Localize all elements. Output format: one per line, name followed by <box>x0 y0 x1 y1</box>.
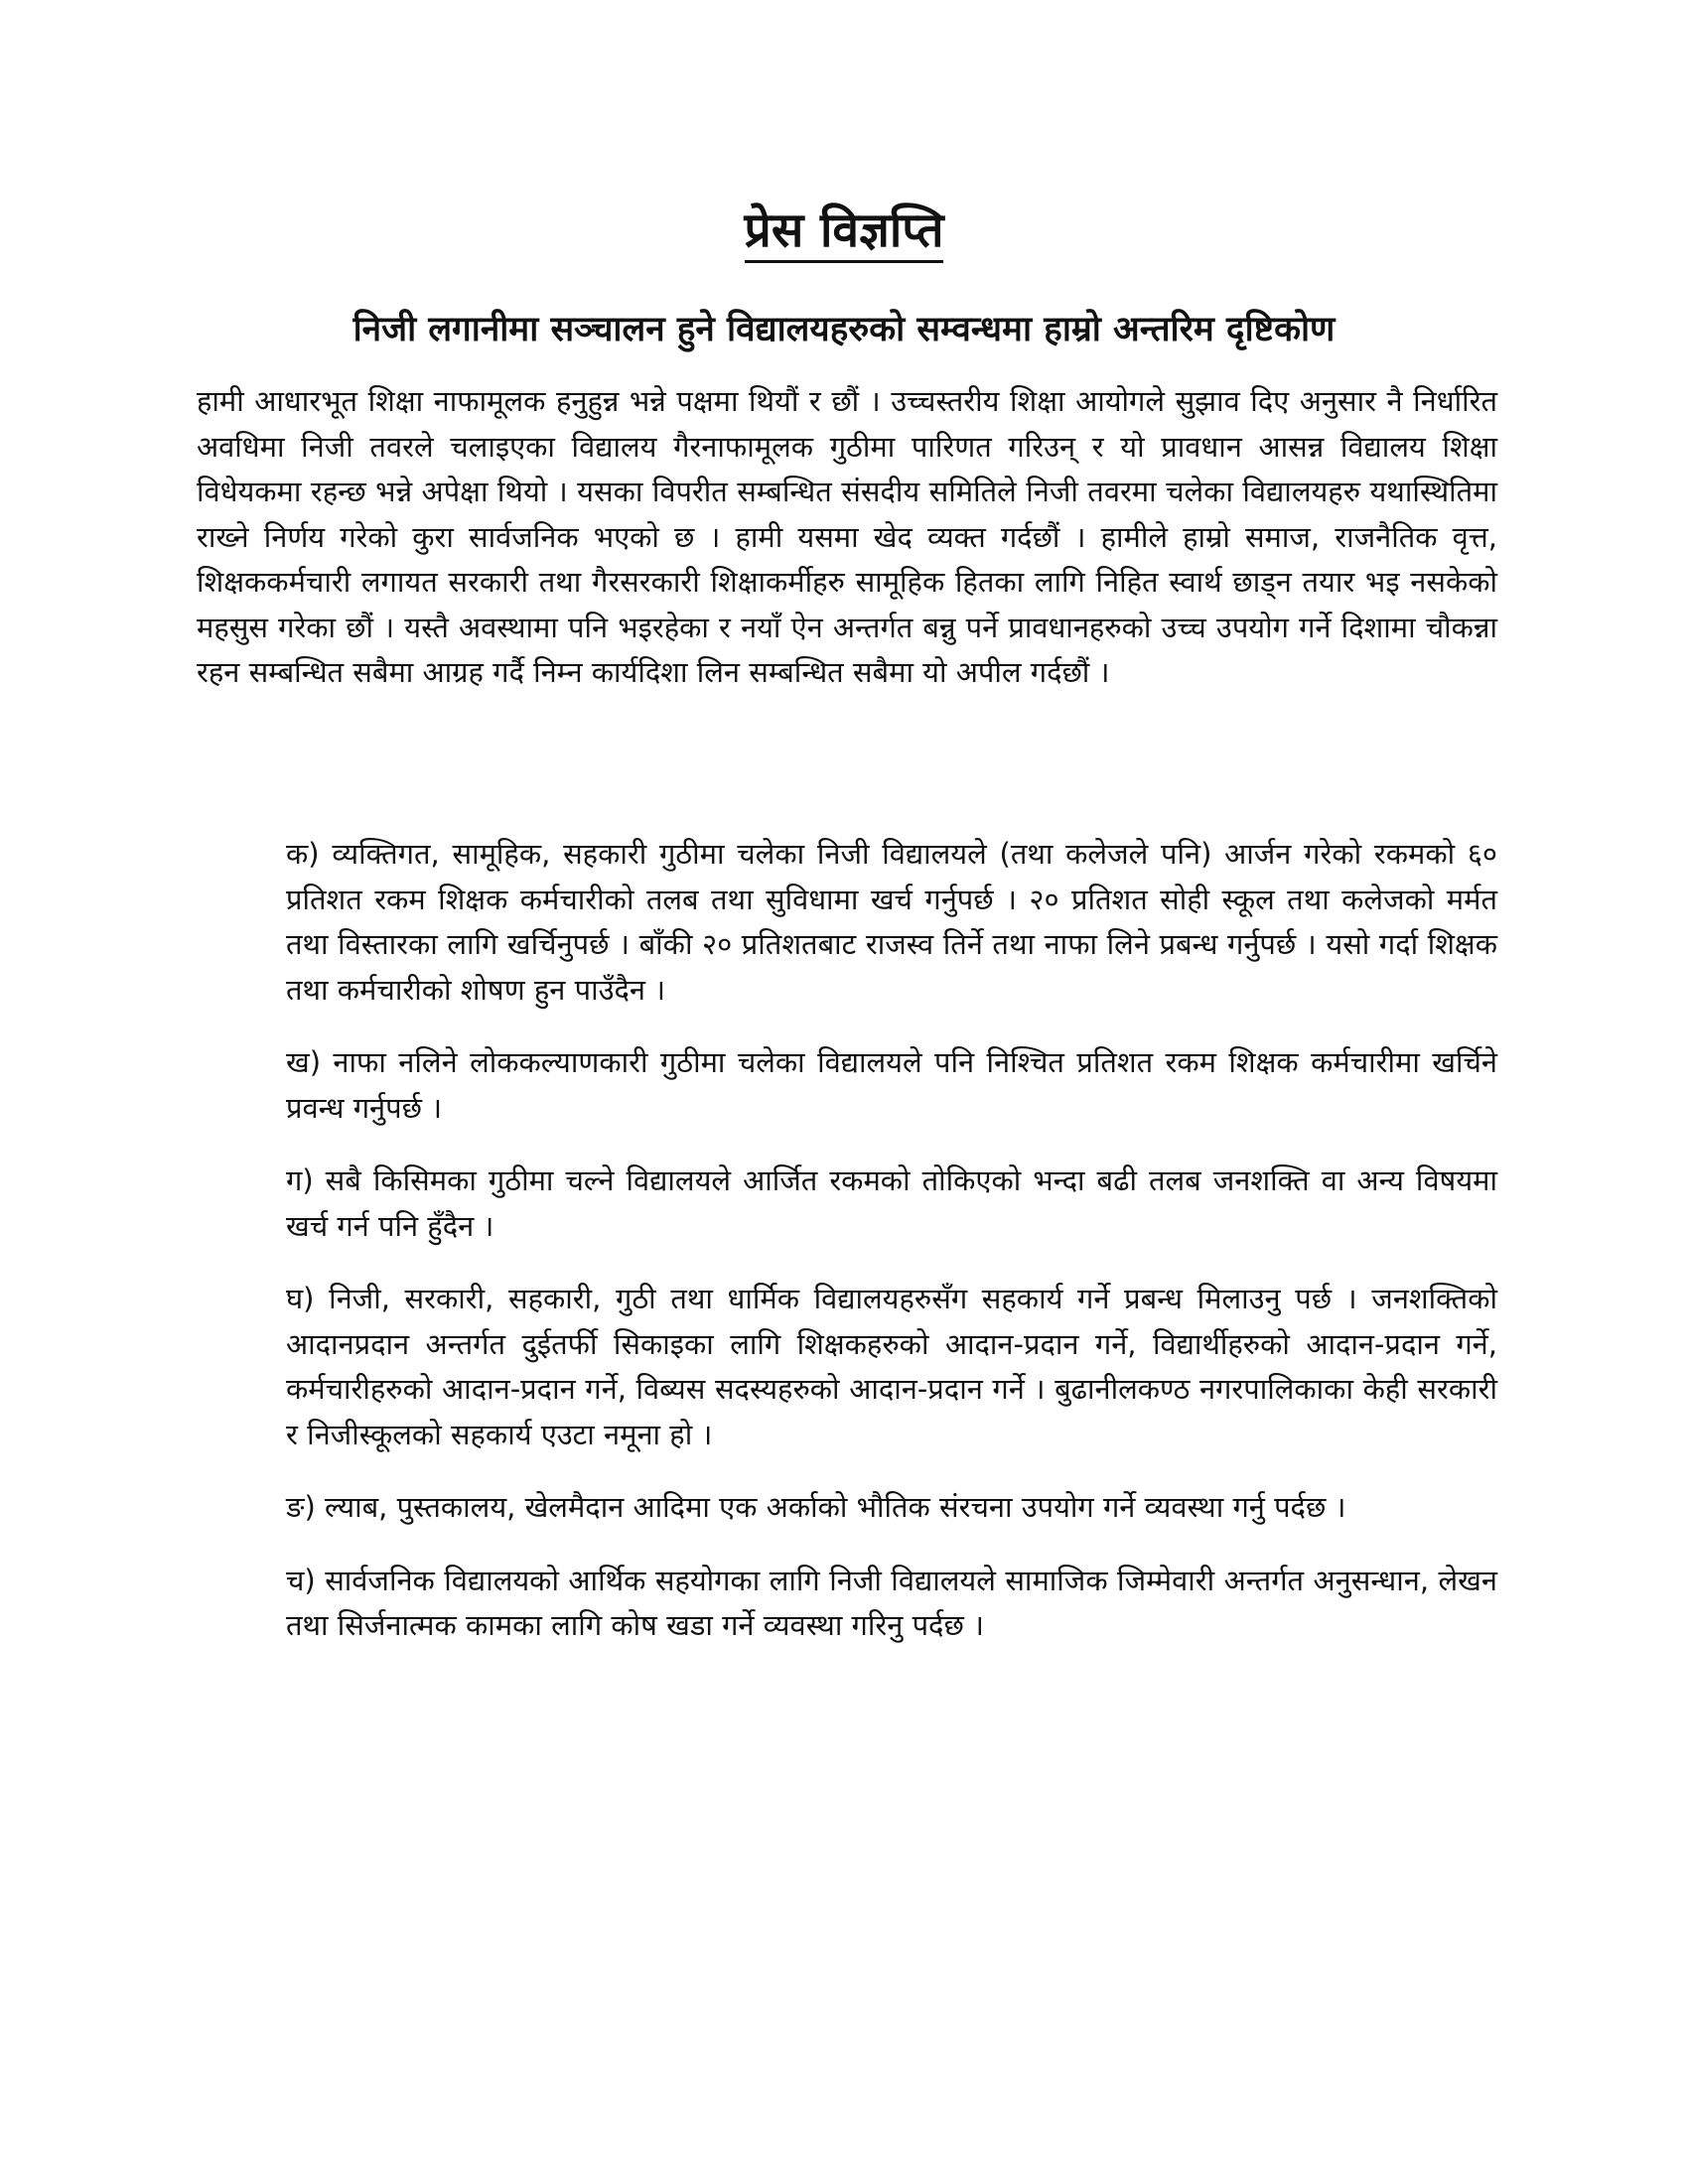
intro-paragraph: हामी आधारभूत शिक्षा नाफामूलक हनुहुन्न भन्ने पक्षमा थियौं र छौं । उच्चस्तरीय शिक्षा आयोगले सुझाव दिए अनुसार नै निर्धारित अवधिमा निजी तवरले चलाइएका विद्यालय गैरनाफामूलक गुठीमा पारिणत गरिउन् र यो प्रावधान आसन्न विद्यालय शिक्षा विधेयकमा रहन्छ भन्ने अपेक्षा थियो । यसका विपरीत सम्बन्धित संसदीय समितिले निजी तवरमा चलेका विद्यालयहरु यथास्थितिमा राख्ने निर्णय गरेको कुरा सार्वजनिक भएको छ । हामी यसमा खेद व्यक्त गर्दछौं । हामीले हाम्रो समाज, राजनैतिक वृत्त, शिक्षककर्मचारी लगायत सरकारी तथा गैरसरकारी शिक्षाकर्मीहरु सामूहिक हितका लागि निहित स्वार्थ छाड्न तयार भइ नसकेको महसुस गरेका छौं । यस्तै अवस्थामा पनि भइरहेका र नयाँ ऐन अन्तर्गत बन्नु पर्ने प्रावधानहरुको उच्च उपयोग गर्ने दिशामा चौकन्ना रहन सम्बन्धित सबैमा आग्रह गर्दै निम्न कार्यदिशा लिन सम्बन्धित सबैमा यो अपील गर्दछौं । <box>197 384 1497 689</box>
points-list <box>286 832 1497 1677</box>
point-ka: क) व्यक्तिगत, सामूहिक, सहकारी गुठीमा चलेका निजी विद्यालयले (तथा कलेजले पनि) आर्जन गरेको रकमको ६० प्रतिशत रकम शिक्षक कर्मचारीको तलब तथा सुविधामा खर्च गर्नुपर्छ । २० प्रतिशत सोही स्कूल तथा कलेजको मर्मत तथा विस्तारका लागि खर्चिनुपर्छ । बाँकी २० प्रतिशतबाट राजस्व तिर्ने तथा नाफा लिने प्रबन्ध गर्नुपर्छ । यसो गर्दा शिक्षक तथा कर्मचारीको शोषण हुन पाउँदैन । <box>286 837 1497 1007</box>
page-subtitle: निजी लगानीमा सञ्चालन हुने विद्यालयहरुको सम्वन्धमा हाम्रो अन्तरिम दृष्टिकोण <box>352 310 1336 349</box>
point-kha: ख) नाफा नलिने लोककल्याणकारी गुठीमा चलेका विद्यालयले पनि निश्चित प्रतिशत रकम शिक्षक कर्मचारीमा खर्चिने प्रवन्ध गर्नुपर्छ । <box>286 1045 1497 1125</box>
page-title-text: प्रेस विज्ञप्ति <box>745 203 944 263</box>
point-gha: घ) निजी, सरकारी, सहकारी, गुठी तथा धार्मिक विद्यालयहरुसँग सहकार्य गर्ने प्रबन्ध मिलाउनु पर्छ । जनशक्तिको आदानप्रदान अन्तर्गत दुईतर्फी सिकाइका लागि शिक्षकहरुको आदान-प्रदान गर्ने, विद्यार्थीहरुको आदान-प्रदान गर्ने, कर्मचारीहरुको आदान-प्रदान गर्ने, विब्यस सदस्यहरुको आदान-प्रदान गर्ने । बुढानीलकण्ठ नगरपालिकाका केही सरकारी र निजीस्कूलको सहकार्य एउटा नमूना हो । <box>286 1282 1497 1451</box>
page-title <box>0 199 1688 262</box>
point-ga: ग) सबै किसिमका गुठीमा चल्ने विद्यालयले आर्जित रकमको तोकिएको भन्दा बढी तलब जनशक्ति वा अन्य विषयमा खर्च गर्न पनि हुँदैन । <box>286 1163 1497 1243</box>
point-cha: च) सार्वजनिक विद्यालयको आर्थिक सहयोगका लागि निजी विद्यालयले सामाजिक जिम्मेवारी अन्तर्गत अनुसन्धान, लेखन तथा सिर्जनात्मक कामका लागि कोष खडा गर्ने व्यवस्था गरिनु पर्दछ । <box>286 1563 1497 1642</box>
point-nga: ङ) ल्याब, पुस्तकालय, खेलमैदान आदिमा एक अर्काको भौतिक संरचना उपयोग गर्ने व्यवस्था गर्नु पर्दछ । <box>286 1490 1346 1524</box>
